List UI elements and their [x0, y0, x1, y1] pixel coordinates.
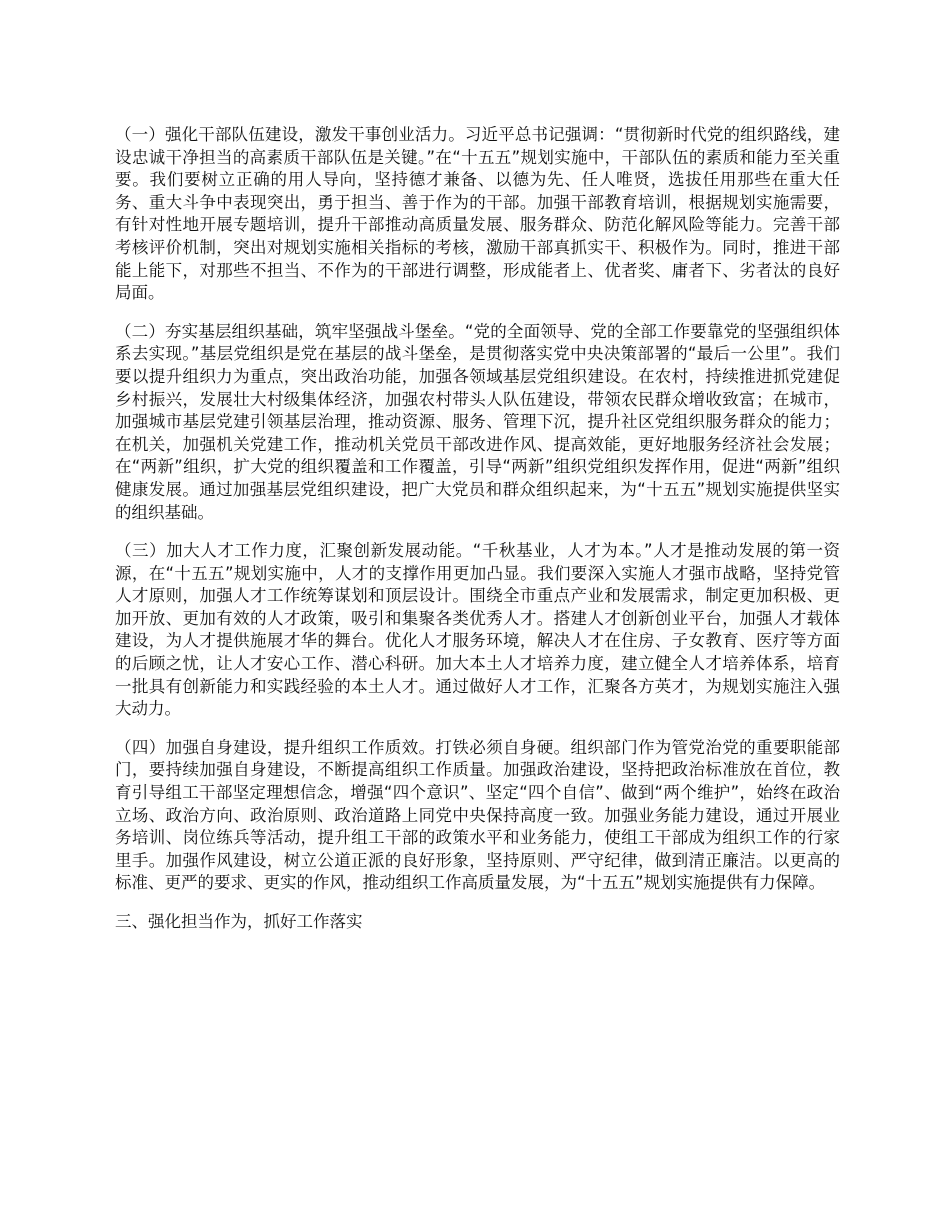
- section-heading: 三、强化担当作为，抓好工作落实: [115, 912, 363, 931]
- document-page: [115, 124, 840, 934]
- paragraph-grassroots-organization: （二）夯实基层组织基础，筑牢坚强战斗堡垒。“党的全面领导、党的全部工作要靠党的坚强组织体系去实现。”基层党组织是党在基层的战斗堡垒，是贯彻落实党中央决策部署的“最后一公里”。我们要以提升组织力为重点，突出政治功能，加强各领域基层党组织建设。在农村，持续推进抓党建促乡村振兴，发展壮大村级集体经济，加强农村带头人队伍建设，带领农民群众增收致富；在城市，加强城市基层党建引领基层治理，推动资源、服务、管理下沉，提升社区党组织服务群众的能力；在机关，加强机关党建工作，推动机关党员干部改进作风、提高效能，更好地服务经济社会发展；在“两新”组织，扩大党的组织覆盖和工作覆盖，引导“两新”组织党组织发挥作用，促进“两新”组织健康发展。通过加强基层党组织建设，把广大党员和群众组织起来，为“十五五”规划实施提供坚实的组织基础。: [115, 321, 840, 522]
- paragraph-self-building: （四）加强自身建设，提升组织工作质效。打铁必须自身硬。组织部门作为管党治党的重要职能部门，要持续加强自身建设，不断提高组织工作质量。加强政治建设，坚持把政治标准放在首位，教育引导组工干部坚定理想信念，增强“四个意识”、坚定“四个自信”、做到“两个维护”，始终在政治立场、政治方向、政治原则、政治道路上同党中央保持高度一致。加强业务能力建设，通过开展业务培训、岗位练兵等活动，提升组工干部的政策水平和业务能力，使组工干部成为组织工作的行家里手。加强作风建设，树立公道正派的良好形象，坚持原则、严守纪律，做到清正廉洁。以更高的标准、更严的要求、更实的作风，推动组织工作高质量发展，为“十五五”规划实施提供有力保障。: [115, 737, 840, 893]
- paragraph-cadre-team: （一）强化干部队伍建设，激发干事创业活力。习近平总书记强调：“贯彻新时代党的组织路线，建设忠诚干净担当的高素质干部队伍是关键。”在“十五五”规划实施中，干部队伍的素质和能力至关重要。我们要树立正确的用人导向，坚持德才兼备、以德为先、任人唯贤，选拔任用那些在重大任务、重大斗争中表现突出，勇于担当、善于作为的干部。加强干部教育培训，根据规划实施需要，有针对性地开展专题培训，提升干部推动高质量发展、服务群众、防范化解风险等能力。完善干部考核评价机制，突出对规划实施相关指标的考核，激励干部真抓实干、积极作为。同时，推进干部能上能下，对那些不担当、不作为的干部进行调整，形成能者上、优者奖、庸者下、劣者汰的良好局面。: [115, 125, 840, 303]
- paragraph-talent-work: （三）加大人才工作力度，汇聚创新发展动能。“千秋基业，人才为本。”人才是推动发展的第一资源，在“十五五”规划实施中，人才的支撑作用更加凸显。我们要深入实施人才强市战略，坚持党管人才原则，加强人才工作统筹谋划和顶层设计。围绕全市重点产业和发展需求，制定更加积极、更加开放、更加有效的人才政策，吸引和集聚各类优秀人才。搭建人才创新创业平台，加强人才载体建设，为人才提供施展才华的舞台。优化人才服务环境，解决人才在住房、子女教育、医疗等方面的后顾之忧，让人才安心工作、潜心科研。加大本土人才培养力度，建立健全人才培养体系，培育一批具有创新能力和实践经验的本土人才。通过做好人才工作，汇聚各方英才，为规划实施注入强大动力。: [115, 541, 840, 719]
